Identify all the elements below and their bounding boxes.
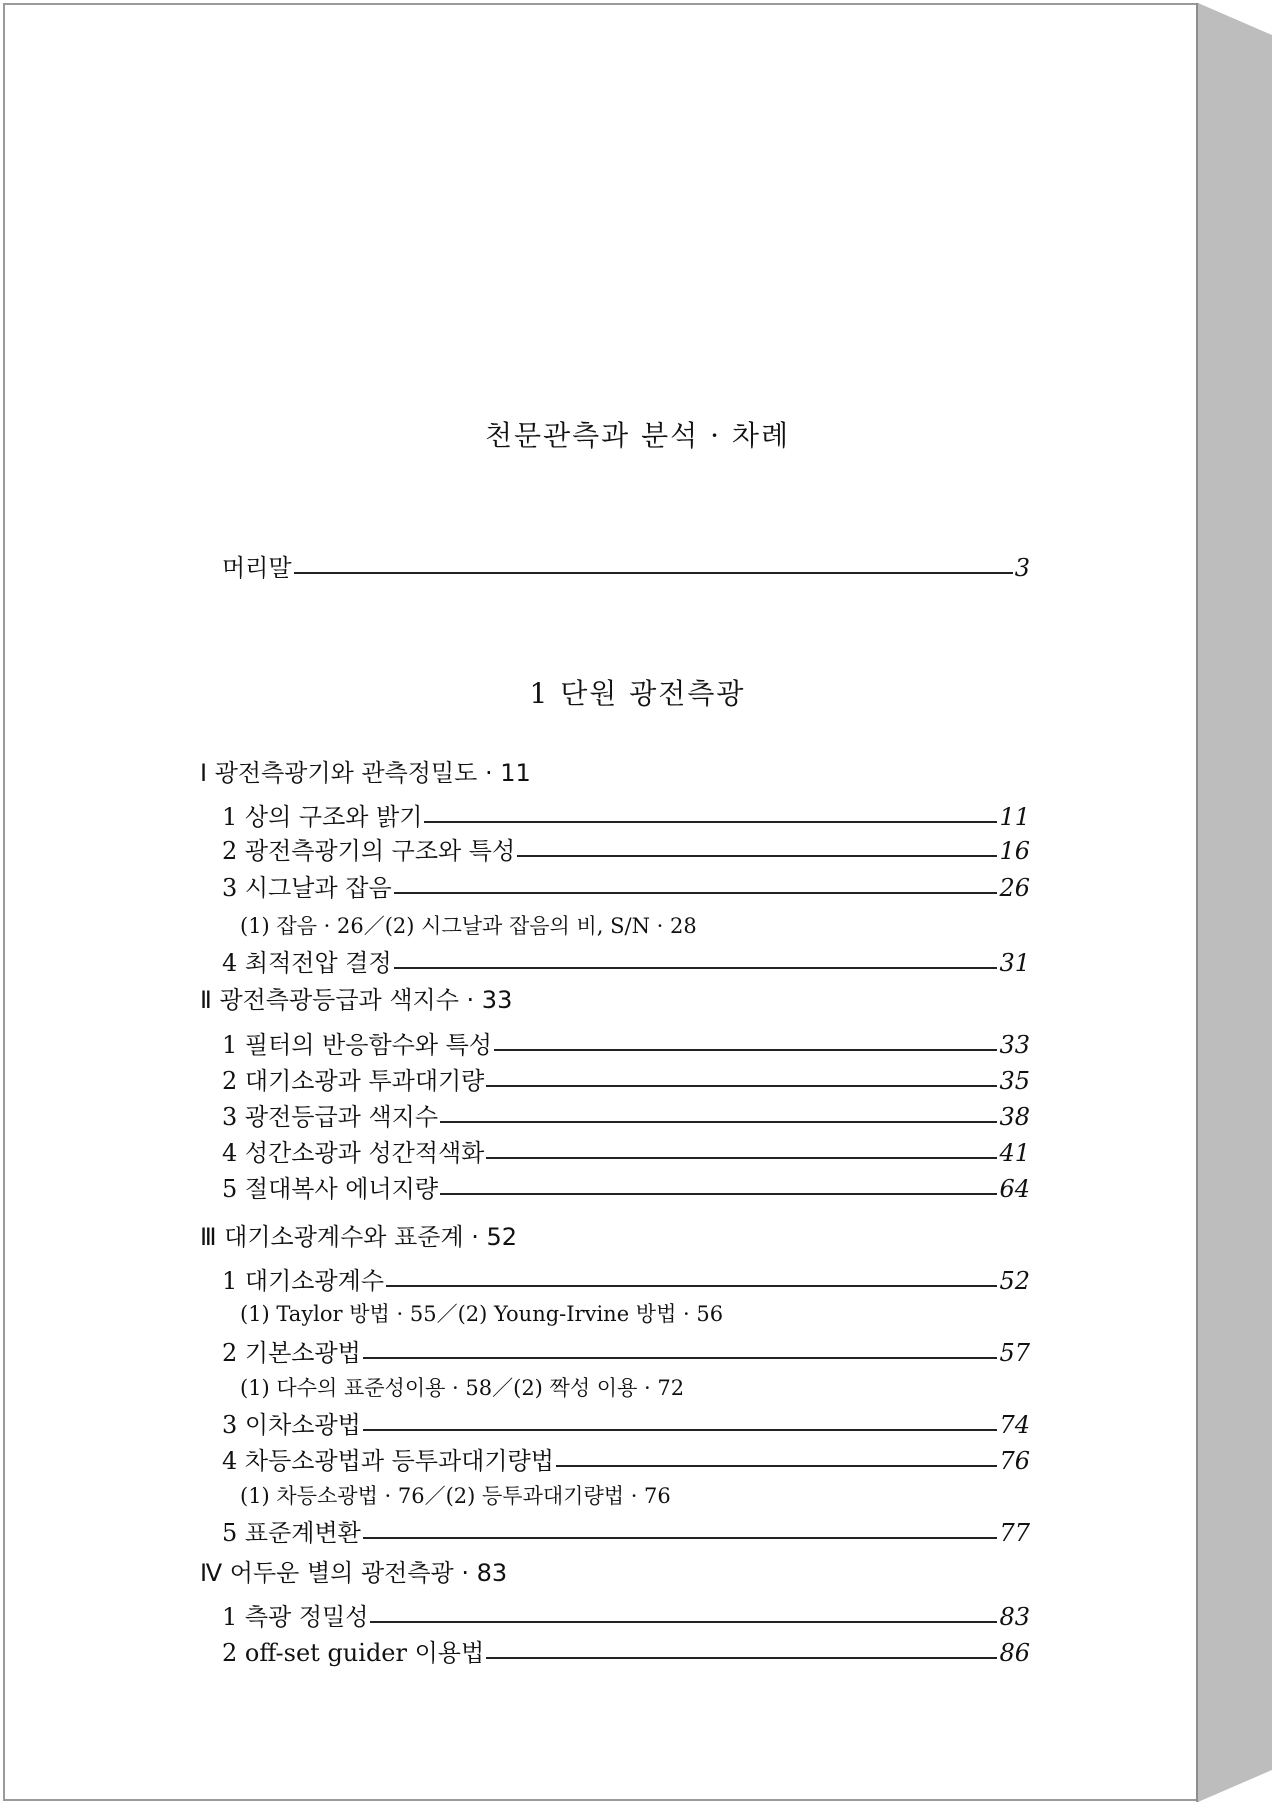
- toc-entry-page: 57: [999, 1339, 1030, 1367]
- toc-entry-label: 1 필터의 반응함수와 특성: [222, 1031, 492, 1059]
- leader-line: [294, 572, 1013, 574]
- chapter-heading-1[interactable]: I 광전측광기와 관측정밀도 · 11: [200, 759, 531, 787]
- toc-subentries: (1) 다수의 표준성이용 · 58／(2) 짝성 이용 · 72: [240, 1376, 685, 1400]
- toc-title: 천문관측과 분석 · 차례: [484, 419, 791, 452]
- leader-line: [517, 855, 997, 857]
- toc-entry[interactable]: [222, 1030, 1030, 1060]
- toc-entry-label: 1 상의 구조와 밝기: [222, 803, 423, 831]
- toc-entry-page: 38: [999, 1103, 1030, 1131]
- leader-line: [363, 1357, 998, 1359]
- toc-entry-label: 3 시그날과 잡음: [222, 874, 392, 902]
- toc-entry[interactable]: [222, 1518, 1030, 1548]
- toc-entry-page: 86: [999, 1639, 1030, 1667]
- chapter-heading-3[interactable]: Ⅲ 대기소광계수와 표준계 · 52: [200, 1223, 518, 1251]
- toc-entry-label: 2 off-set guider 이용법: [222, 1639, 485, 1667]
- toc-entry[interactable]: [222, 1174, 1030, 1204]
- toc-entry-page: 16: [999, 837, 1030, 865]
- leader-line: [424, 821, 997, 823]
- leader-line: [386, 1285, 997, 1287]
- leader-line: [440, 1121, 997, 1123]
- toc-entry-label: 2 광전측광기의 구조와 특성: [222, 837, 516, 865]
- leader-line: [486, 1657, 997, 1659]
- leader-line: [556, 1465, 998, 1467]
- toc-entry-page: 83: [999, 1603, 1030, 1631]
- toc-entry[interactable]: [222, 1138, 1030, 1168]
- toc-subentries: (1) Taylor 방법 · 55／(2) Young-Irvine 방법 · 56: [240, 1302, 724, 1326]
- toc-entry-label: 5 표준계변환: [222, 1519, 361, 1547]
- book-spine: [1198, 3, 1272, 1802]
- toc-entry-page: 3: [1014, 554, 1030, 582]
- toc-subentries: (1) 차등소광법 · 76／(2) 등투과대기량법 · 76: [240, 1484, 671, 1508]
- toc-entry[interactable]: [222, 836, 1030, 866]
- toc-entry-label: 3 광전등급과 색지수: [222, 1103, 438, 1131]
- leader-line: [363, 1429, 998, 1431]
- toc-entry-page: 77: [999, 1519, 1030, 1547]
- chapter-heading-4[interactable]: Ⅳ 어두운 별의 광전측광 · 83: [200, 1559, 508, 1587]
- toc-entry[interactable]: [222, 1446, 1030, 1476]
- toc-entry-label: 5 절대복사 에너지량: [222, 1175, 438, 1203]
- toc-entry[interactable]: [222, 948, 1030, 978]
- toc-entry-page: 11: [999, 803, 1030, 831]
- toc-entry-label: 3 이차소광법: [222, 1411, 361, 1439]
- toc-entry[interactable]: [222, 1410, 1030, 1440]
- toc-entry-label: 4 성간소광과 성간적색화: [222, 1139, 485, 1167]
- toc-entry-page: 76: [999, 1447, 1030, 1475]
- unit-title: 1 단원 광전측광: [529, 677, 746, 710]
- toc-entry-page: 31: [999, 949, 1030, 977]
- toc-entry-label: 4 최적전압 결정: [222, 949, 392, 977]
- toc-entry-page: 26: [999, 874, 1030, 902]
- toc-entry[interactable]: [222, 1266, 1030, 1296]
- toc-entry-label: 1 대기소광계수: [222, 1267, 385, 1295]
- chapter-heading-2[interactable]: Ⅱ 광전측광등급과 색지수 · 33: [200, 986, 513, 1014]
- leader-line: [486, 1157, 997, 1159]
- toc-entry-label: 2 기본소광법: [222, 1339, 361, 1367]
- toc-entry-preface[interactable]: [222, 553, 1030, 583]
- toc-entry[interactable]: [222, 802, 1030, 832]
- toc-entry-page: 35: [999, 1067, 1030, 1095]
- toc-entry[interactable]: [222, 1602, 1030, 1632]
- toc-entry-label: 1 측광 정밀성: [222, 1603, 369, 1631]
- leader-line: [494, 1049, 997, 1051]
- leader-line: [370, 1621, 997, 1623]
- toc-entry-page: 41: [999, 1139, 1030, 1167]
- leader-line: [394, 967, 998, 969]
- leader-line: [440, 1193, 997, 1195]
- leader-line: [363, 1537, 998, 1539]
- toc-entry[interactable]: [222, 1338, 1030, 1368]
- toc-entry-label: 머리말: [222, 554, 292, 582]
- toc-entry[interactable]: [222, 1102, 1030, 1132]
- toc-entry-label: 2 대기소광과 투과대기량: [222, 1067, 485, 1095]
- toc-entry-page: 33: [999, 1031, 1030, 1059]
- leader-line: [486, 1085, 997, 1087]
- toc-entry-page: 74: [999, 1411, 1030, 1439]
- toc-subentries: (1) 잡음 · 26／(2) 시그날과 잡음의 비, S/N · 28: [240, 914, 697, 938]
- toc-entry[interactable]: [222, 873, 1030, 903]
- toc-entry-page: 64: [999, 1175, 1030, 1203]
- leader-line: [394, 892, 998, 894]
- toc-entry-page: 52: [999, 1267, 1030, 1295]
- toc-entry[interactable]: [222, 1066, 1030, 1096]
- toc-entry-label: 4 차등소광법과 등투과대기량법: [222, 1447, 554, 1475]
- toc-entry[interactable]: [222, 1638, 1030, 1668]
